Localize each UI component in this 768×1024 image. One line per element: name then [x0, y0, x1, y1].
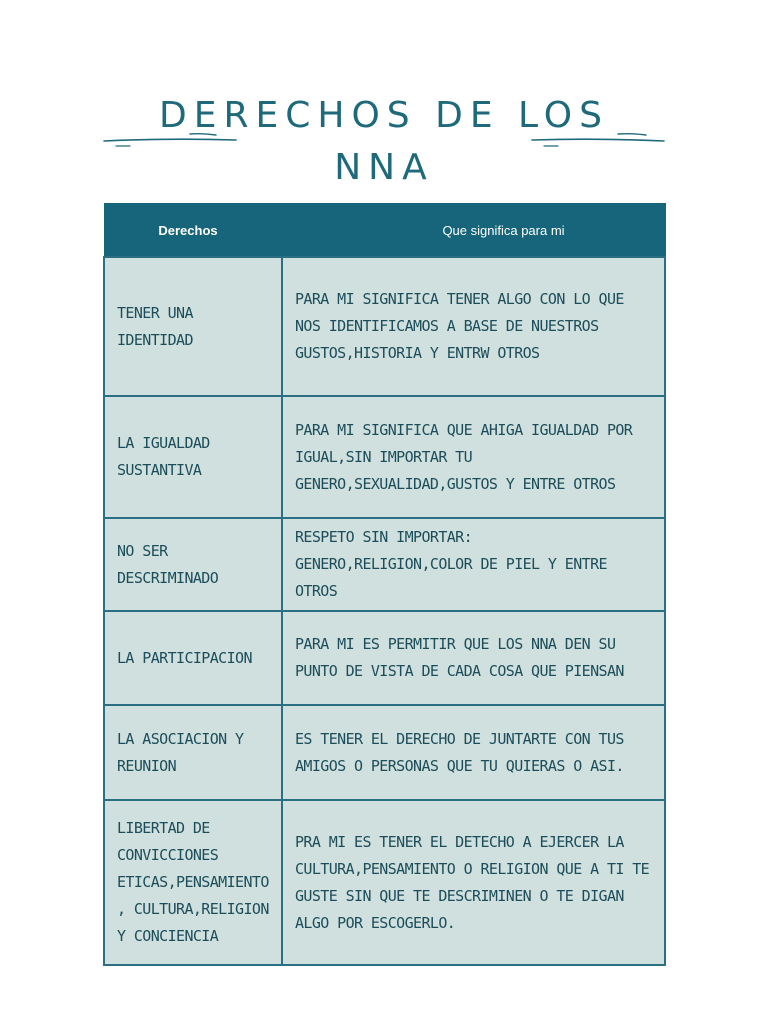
right-meaning-cell: PARA MI SIGNIFICA TENER ALGO CON LO QUE NOS IDENTIFICAMOS A BASE DE NUESTROS GUSTOS,HISTORIA Y ENTRW OTROS	[282, 257, 665, 396]
table-row	[104, 611, 665, 705]
decorative-line-right	[528, 128, 668, 152]
table-header-row	[104, 204, 665, 258]
title-line-2: NNA	[334, 147, 434, 189]
right-name-cell: LIBERTAD DE CONVICCIONES ETICAS,PENSAMIENTO, CULTURA,RELIGION Y CONCIENCIA	[104, 800, 282, 965]
rights-table	[103, 203, 666, 966]
right-name-cell: TENER UNA IDENTIDAD	[104, 257, 282, 396]
table-row	[104, 518, 665, 611]
right-name-cell: LA PARTICIPACION	[104, 611, 282, 705]
right-meaning-cell: PRA MI ES TENER EL DETECHO A EJERCER LA CULTURA,PENSAMIENTO O RELIGION QUE A TI TE GUSTE SIN QUE TE DESCRIMINEN O TE DIGAN ALGO POR ESCOGERLO.	[282, 800, 665, 965]
right-meaning-cell: ES TENER EL DERECHO DE JUNTARTE CON TUS AMIGOS O PERSONAS QUE TU QUIERAS O ASI.	[282, 705, 665, 800]
column-header-significado: Que significa para mi	[282, 204, 665, 258]
right-meaning-cell: RESPETO SIN IMPORTAR: GENERO,RELIGION,COLOR DE PIEL Y ENTRE OTROS	[282, 518, 665, 611]
title-line-1: DERECHOS DE LOS	[159, 95, 609, 137]
right-name-cell: LA ASOCIACION Y REUNION	[104, 705, 282, 800]
table-row	[104, 705, 665, 800]
table-row	[104, 800, 665, 965]
column-header-derechos: Derechos	[104, 204, 282, 258]
right-meaning-cell: PARA MI SIGNIFICA QUE AHIGA IGUALDAD POR IGUAL,SIN IMPORTAR TU GENERO,SEXUALIDAD,GUSTOS Y ENTRE OTROS	[282, 396, 665, 518]
table-row	[104, 396, 665, 518]
table-row	[104, 257, 665, 396]
right-name-cell: NO SER DESCRIMINADO	[104, 518, 282, 611]
right-name-cell: LA IGUALDAD SUSTANTIVA	[104, 396, 282, 518]
decorative-line-left	[100, 128, 240, 152]
right-meaning-cell: PARA MI ES PERMITIR QUE LOS NNA DEN SU PUNTO DE VISTA DE CADA COSA QUE PIENSAN	[282, 611, 665, 705]
